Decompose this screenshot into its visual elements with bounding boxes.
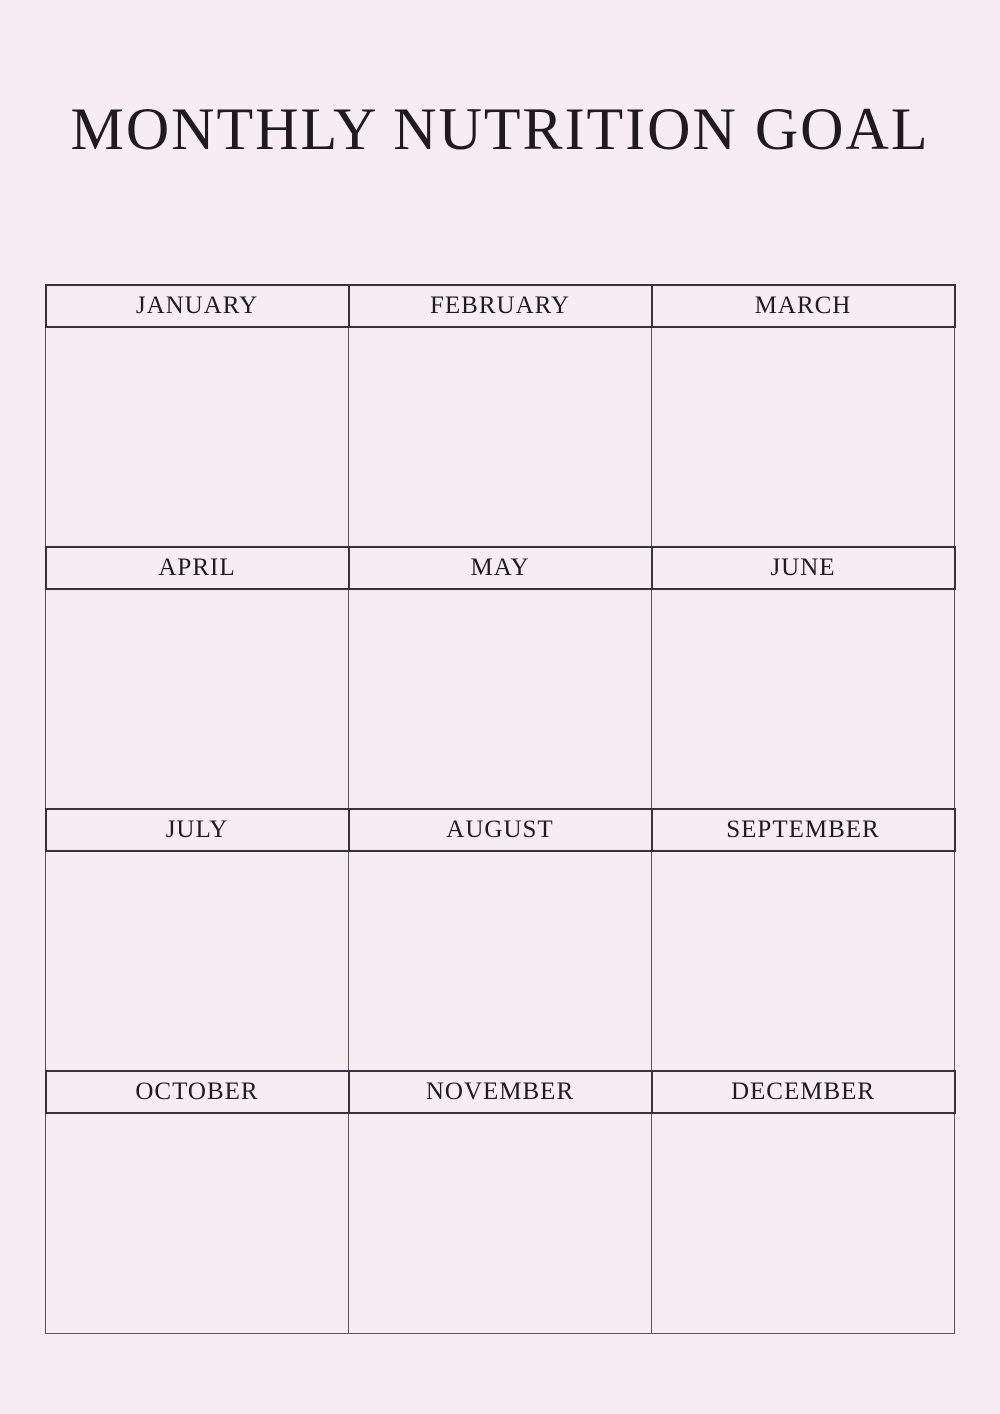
- month-header-july: JULY: [46, 809, 349, 851]
- month-header-row-q3: [46, 809, 955, 851]
- month-header-row-q1: [46, 285, 955, 327]
- month-header-january: JANUARY: [46, 285, 349, 327]
- notes-cell-may: [349, 589, 652, 809]
- notes-cell-march: [652, 327, 955, 547]
- month-header-october: OCTOBER: [46, 1071, 349, 1113]
- month-header-march: MARCH: [652, 285, 955, 327]
- month-header-april: APRIL: [46, 547, 349, 589]
- month-header-august: AUGUST: [349, 809, 652, 851]
- month-notes-row-q3: [46, 851, 955, 1071]
- month-header-june: JUNE: [652, 547, 955, 589]
- notes-cell-february: [349, 327, 652, 547]
- month-notes-row-q2: [46, 589, 955, 809]
- month-header-row-q4: [46, 1071, 955, 1113]
- notes-cell-october: [46, 1113, 349, 1333]
- month-notes-row-q1: [46, 327, 955, 547]
- notes-cell-september: [652, 851, 955, 1071]
- month-header-february: FEBRUARY: [349, 285, 652, 327]
- page-title: MONTHLY NUTRITION GOAL: [70, 96, 930, 162]
- month-header-september: SEPTEMBER: [652, 809, 955, 851]
- notes-cell-april: [46, 589, 349, 809]
- month-header-november: NOVEMBER: [349, 1071, 652, 1113]
- notes-cell-december: [652, 1113, 955, 1333]
- notes-cell-november: [349, 1113, 652, 1333]
- month-header-may: MAY: [349, 547, 652, 589]
- month-notes-row-q4: [46, 1113, 955, 1333]
- monthly-calendar-table: [45, 284, 956, 1334]
- notes-cell-june: [652, 589, 955, 809]
- notes-cell-july: [46, 851, 349, 1071]
- notes-cell-august: [349, 851, 652, 1071]
- month-header-row-q2: [46, 547, 955, 589]
- month-header-december: DECEMBER: [652, 1071, 955, 1113]
- notes-cell-january: [46, 327, 349, 547]
